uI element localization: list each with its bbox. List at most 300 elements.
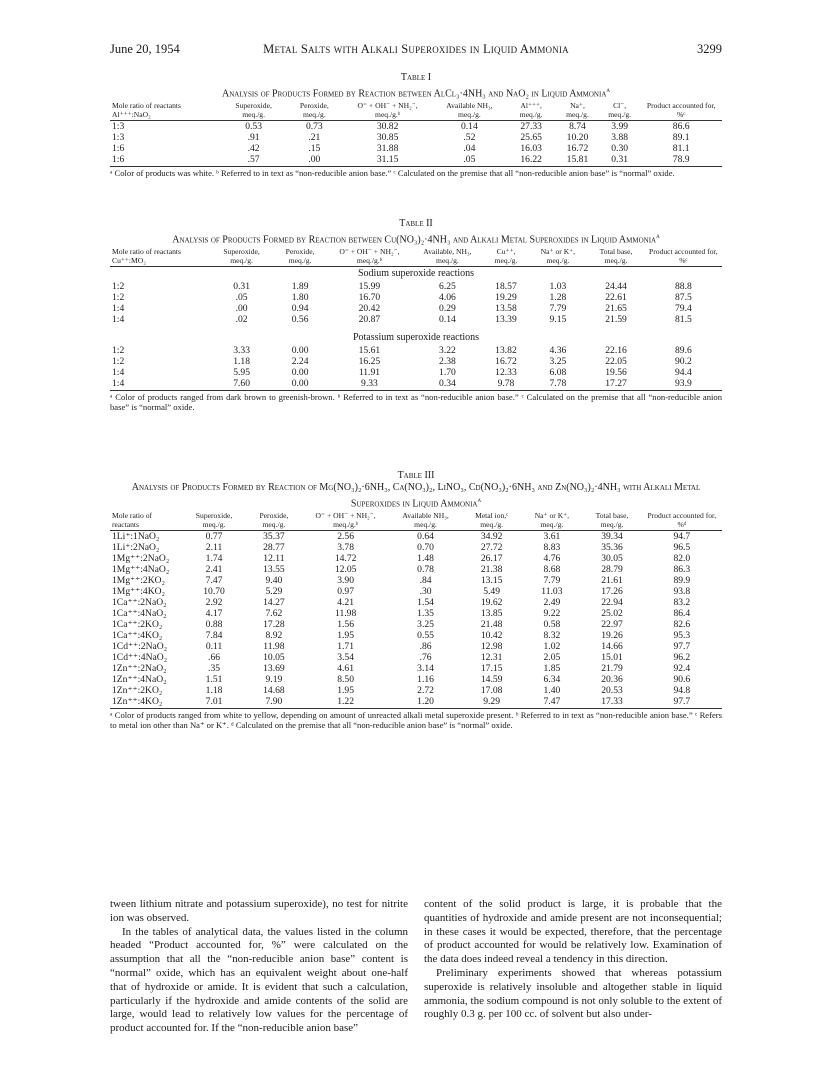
table-cell: 11.98: [335, 607, 357, 619]
table-cell: 95.3: [673, 629, 691, 641]
running-title: Metal Salts with Alkali Superoxides in Liquid Ammonia: [263, 42, 569, 56]
table-cell: .76: [419, 651, 432, 663]
table-cell: 1:2: [112, 355, 125, 367]
table-cell: 8.50: [337, 673, 355, 685]
table-cell: 6.25: [439, 280, 456, 292]
paragraph: tween lithium nitrate and potassium superoxide), no test for nitrite ion was observed.: [110, 898, 408, 924]
table-cell: 1.95: [337, 684, 355, 696]
table-cell: 5.95: [233, 366, 250, 378]
table-cell: 17.26: [601, 585, 623, 597]
table-cell: 4.61: [337, 662, 355, 674]
table-cell: 4.36: [549, 344, 567, 356]
table-cell: 9.15: [549, 313, 567, 325]
column-header: Available, NH₃, meq./g.: [411, 248, 483, 266]
table-cell: 0.56: [291, 313, 309, 325]
table-cell: 78.9: [640, 154, 722, 167]
column-header: Na⁺, meq./g.: [556, 102, 599, 120]
table-cell: 90.2: [674, 355, 692, 367]
table-cell: 86.4: [673, 607, 691, 619]
table-cell: 1.74: [205, 552, 223, 564]
table-cell: 1.18: [205, 684, 223, 696]
table-cell: 3.22: [439, 344, 456, 356]
table-2-footnote: ᵃ Color of products ranged from dark brown to greenish-brown. ᵇ Referred to in text as “non-reducible anion base.” ᶜ Calculated on the premise that all “non-reducible anion base” is “normal” oxide.: [110, 391, 722, 412]
table-cell: .57: [221, 154, 286, 167]
table-cell: 0.14: [439, 313, 456, 325]
table-cell: 19.56: [605, 366, 627, 378]
table-cell: .91: [247, 131, 260, 143]
issue-date: June 20, 1954: [110, 42, 180, 56]
table-cell: 35.36: [601, 541, 623, 553]
table-cell: 24.44: [605, 280, 627, 292]
table-3: [110, 470, 722, 730]
column-header: Cu⁺⁺, meq./g.: [483, 248, 528, 266]
table-row: [110, 575, 722, 586]
table-cell: 96.5: [673, 541, 691, 553]
table-cell: 10.70: [203, 585, 225, 597]
table-cell: 4.76: [543, 552, 561, 564]
table-cell: 7.79: [549, 302, 567, 314]
table-cell: 16.72: [495, 355, 517, 367]
table-cell: 26.17: [480, 552, 503, 564]
table-cell: 89.1: [672, 131, 690, 143]
table-cell: 14.68: [263, 684, 285, 696]
table-cell: 90.6: [673, 673, 691, 685]
table-cell: 81.5: [674, 313, 692, 325]
table-3-caption: Analysis of Products Formed by Reaction of Mg(NO₃)₂·6NH₃, Ca(NO₃)₂, LiNO₃, Cd(NO₃)₂·6NH₃ and Zn(NO₃)₂·4NH₃ with Alkali Metal Superoxides in Liquid Ammonia$^a$: [131, 482, 701, 510]
table-group-title: Sodium superoxide reactions: [357, 267, 475, 279]
table-cell: 1.02: [543, 640, 561, 652]
table-cell: .66: [208, 651, 221, 663]
table-cell: 20.87: [358, 313, 381, 325]
table-cell: 82.6: [673, 618, 691, 630]
table-cell: 11.03: [541, 585, 563, 597]
table-cell: .84: [419, 574, 432, 586]
table-cell: 1:4: [112, 302, 125, 314]
table-cell: 14.59: [480, 673, 503, 685]
table-cell: 13.15: [480, 574, 503, 586]
table-cell: 11.98: [263, 640, 285, 652]
table-cell: 1Mg⁺⁺:4KO₂: [112, 585, 165, 597]
table-1-caption: Analysis of Products Formed by Reaction between AlCl₃·4NH₃ and NaO₂ in Liquid Ammonia$^a$: [222, 86, 610, 100]
table-cell: .21: [308, 131, 321, 143]
table-cell: 2.49: [543, 596, 561, 608]
table-row: [110, 608, 722, 619]
table-row: [110, 652, 722, 663]
table-row: [110, 356, 722, 367]
table-cell: 34.92: [480, 530, 503, 542]
table-cell: 2.38: [439, 355, 456, 367]
table-cell: 22.94: [601, 596, 623, 608]
table-cell: 94.4: [674, 366, 692, 378]
table-cell: 86.3: [673, 563, 691, 575]
table-row: [110, 530, 722, 542]
table-cell: 3.99: [611, 120, 629, 132]
column-header: Product accounted for, %ᶜ: [645, 248, 722, 266]
table-cell: 1.51: [205, 673, 223, 685]
table-cell: 20.53: [601, 684, 623, 696]
running-head: [110, 42, 722, 58]
column-header: Superoxide, meq./g.: [210, 248, 272, 266]
table-cell: 7.01: [182, 696, 246, 709]
column-header: Al⁺⁺⁺, meq./g.: [506, 102, 556, 120]
table-cell: 1Ca⁺⁺:4NaO₂: [112, 607, 167, 619]
table-cell: 31.88: [376, 142, 399, 154]
table-cell: .02: [235, 313, 248, 325]
table-cell: 13.55: [263, 563, 285, 575]
table-cell: 21.38: [480, 563, 503, 575]
table-cell: 94.8: [673, 684, 691, 696]
table-cell: 3.54: [337, 651, 355, 663]
table-cell: 7.62: [265, 607, 283, 619]
table-cell: 87.5: [674, 291, 692, 303]
table-cell: 93.8: [673, 585, 691, 597]
table-cell: 1.03: [549, 280, 567, 292]
column-header: Superoxide, meq./g.: [182, 512, 246, 530]
table-cell: 1Zn⁺⁺:2NaO₂: [112, 662, 167, 674]
table-1-grid: [110, 102, 722, 166]
table-cell: 1Ca⁺⁺:2KO₂: [112, 618, 163, 630]
table-cell: 21.79: [601, 662, 623, 674]
table-cell: 3.25: [549, 355, 567, 367]
table-cell: 3.88: [611, 131, 629, 143]
table-cell: 15.01: [601, 651, 623, 663]
paragraph: Preliminary experiments showed that whereas potassium superoxide is relatively insoluble and altogether stable in liquid ammonia, the sodium compound is not only soluble to the extent of roughly 0.3 g. per 100 cc. of solvent but also under-: [424, 966, 722, 1021]
table-cell: 1:4: [112, 313, 125, 325]
table-cell: 86.6: [672, 120, 690, 132]
table-cell: 1.95: [337, 629, 355, 641]
table-cell: 13.85: [480, 607, 503, 619]
column-header: O⁼ + OH⁻ + NH₂⁻, meq./g.ᵇ: [302, 512, 389, 530]
table-cell: 19.26: [601, 629, 623, 641]
table-row: [110, 120, 722, 132]
table-row: [110, 154, 722, 167]
table-cell: 13.39: [495, 313, 517, 325]
table-row: [110, 132, 722, 143]
table-cell: 15.81: [556, 154, 599, 167]
table-cell: 1Ca⁺⁺:2NaO₂: [112, 596, 167, 608]
table-cell: 89.9: [673, 574, 691, 586]
table-row: [110, 674, 722, 685]
table-2-caption: Analysis of Products Formed by Reaction between Cu(NO₃)₂·4NH₃ and Alkali Metal Superoxides in Liquid Ammonia$^a$: [172, 232, 660, 246]
table-row: [110, 630, 722, 641]
table-cell: .86: [419, 640, 432, 652]
table-cell: 0.78: [417, 563, 434, 575]
table-cell: 31.15: [343, 154, 433, 167]
column-header: Cl⁻, meq./g.: [599, 102, 640, 120]
body-column-left: [110, 898, 408, 1036]
table-cell: 2.11: [205, 541, 223, 553]
table-row: [110, 553, 722, 564]
table-row: [110, 597, 722, 608]
table-cell: 17.28: [263, 618, 285, 630]
table-cell: 25.02: [601, 607, 623, 619]
table-cell: 97.7: [673, 640, 691, 652]
table-cell: 8.68: [543, 563, 561, 575]
table-cell: 8.74: [569, 120, 586, 132]
table-cell: 3.90: [337, 574, 355, 586]
table-3-grid: [110, 512, 722, 708]
table-cell: 1Ca⁺⁺:4KO₂: [112, 629, 163, 641]
table-cell: 1Zn⁺⁺:4KO₂: [110, 696, 182, 709]
table-cell: 0.29: [439, 302, 456, 314]
table-cell: 21.61: [601, 574, 623, 586]
table-row: [110, 303, 722, 314]
table-cell: 81.1: [672, 142, 690, 154]
table-cell: 0.11: [205, 640, 223, 652]
table-cell: 1Mg⁺⁺:4NaO₂: [112, 563, 170, 575]
table-cell: 14.72: [334, 552, 357, 564]
table-cell: 1Cd⁺⁺:4NaO₂: [112, 651, 168, 663]
table-cell: .04: [463, 142, 476, 154]
table-cell: 4.17: [205, 607, 223, 619]
table-row: [110, 663, 722, 674]
body-column-right: [424, 898, 722, 1022]
table-cell: 4.06: [439, 291, 456, 303]
table-cell: 0.31: [599, 154, 640, 167]
table-cell: 1Zn⁺⁺:4NaO₂: [112, 673, 167, 685]
column-header: Mole ratio of reactants Cu⁺⁺:MO₂: [110, 248, 210, 266]
table-2: [110, 218, 722, 412]
table-cell: 28.79: [601, 563, 623, 575]
table-cell: 11.91: [358, 366, 381, 378]
table-cell: 1.71: [337, 640, 355, 652]
column-header: Na⁺ or K⁺, meq./g.: [528, 248, 587, 266]
table-cell: 1.48: [417, 552, 434, 564]
table-cell: 13.69: [263, 662, 285, 674]
table-cell: 1.35: [417, 607, 434, 619]
table-row: [110, 685, 722, 696]
table-cell: 7.47: [205, 574, 223, 586]
table-cell: 1:6: [112, 142, 125, 154]
table-cell: 1Mg⁺⁺:2KO₂: [112, 574, 165, 586]
table-cell: 1Zn⁺⁺:2KO₂: [112, 684, 163, 696]
table-cell: 0.94: [291, 302, 309, 314]
table-cell: 30.85: [376, 131, 399, 143]
table-cell: 22.61: [605, 291, 627, 303]
table-row: [110, 542, 722, 553]
table-cell: 1.85: [543, 662, 561, 674]
table-cell: 1.56: [337, 618, 355, 630]
column-header: Mole ratio of reactants: [110, 512, 182, 530]
table-row: [110, 586, 722, 597]
table-cell: 1.70: [439, 366, 456, 378]
table-cell: 1Li⁺:2NaO₂: [112, 541, 160, 553]
table-cell: 9.22: [543, 607, 561, 619]
table-cell: .05: [235, 291, 248, 303]
column-header: Peroxide, meq./g.: [246, 512, 302, 530]
table-cell: 1:6: [110, 154, 221, 167]
table-cell: 9.40: [265, 574, 283, 586]
table-cell: 1:4: [112, 366, 125, 378]
table-cell: 15.99: [358, 280, 381, 292]
table-cell: 92.4: [673, 662, 691, 674]
table-cell: 2.56: [337, 530, 355, 542]
table-cell: 2.41: [205, 563, 223, 575]
table-cell: .30: [419, 585, 432, 597]
column-header: O⁼ + OH⁻ + NH₂⁻, meq./g.ᵇ: [327, 248, 411, 266]
table-cell: .00: [286, 154, 343, 167]
table-cell: 1.40: [543, 684, 561, 696]
table-cell: 79.4: [674, 302, 692, 314]
table-cell: 0.64: [417, 530, 434, 542]
table-cell: 2.05: [543, 651, 561, 663]
table-cell: 0.31: [233, 280, 250, 292]
body-text: [110, 898, 722, 1058]
table-row: [110, 564, 722, 575]
table-group-row: [110, 266, 722, 281]
table-cell: 3.33: [233, 344, 250, 356]
table-cell: 9.78: [483, 378, 528, 391]
table-cell: 2.72: [417, 684, 434, 696]
table-cell: 1.89: [291, 280, 309, 292]
table-cell: 30.05: [601, 552, 623, 564]
table-cell: 0.53: [245, 120, 262, 132]
table-cell: 6.08: [549, 366, 567, 378]
table-cell: 7.90: [246, 696, 302, 709]
table-cell: 1Mg⁺⁺:2NaO₂: [112, 552, 170, 564]
table-cell: .00: [235, 302, 248, 314]
table-cell: 7.79: [543, 574, 561, 586]
table-cell: 1:3: [112, 131, 125, 143]
table-cell: 1.20: [389, 696, 461, 709]
table-cell: 1:2: [112, 344, 125, 356]
table-cell: 22.97: [601, 618, 623, 630]
table-cell: 1.22: [302, 696, 389, 709]
table-cell: 1:2: [112, 291, 125, 303]
table-cell: 16.70: [358, 291, 381, 303]
table-cell: 18.57: [495, 280, 517, 292]
table-cell: 10.20: [566, 131, 589, 143]
table-cell: 20.42: [358, 302, 381, 314]
table-cell: 7.84: [205, 629, 223, 641]
table-cell: 12.11: [263, 552, 285, 564]
table-row: [110, 641, 722, 652]
table-cell: 0.00: [273, 378, 328, 391]
table-cell: 14.27: [263, 596, 285, 608]
table-cell: 0.88: [205, 618, 223, 630]
column-header: Total base, meq./g.: [582, 512, 641, 530]
table-cell: 14.66: [601, 640, 623, 652]
table-cell: 7.60: [210, 378, 272, 391]
table-cell: 12.98: [480, 640, 503, 652]
table-cell: 10.42: [480, 629, 503, 641]
column-header: Available NH₃, meq./g.: [389, 512, 461, 530]
table-cell: 21.65: [605, 302, 627, 314]
table-cell: 82.0: [673, 552, 691, 564]
column-header: Available NH₃, meq./g.: [432, 102, 506, 120]
table-row: [110, 292, 722, 303]
table-cell: 0.97: [337, 585, 355, 597]
table-cell: 1:4: [110, 378, 210, 391]
table-cell: 27.72: [480, 541, 503, 553]
column-header: Superoxide, meq./g.: [221, 102, 286, 120]
table-cell: 25.65: [520, 131, 542, 143]
table-row: [110, 345, 722, 356]
table-cell: .42: [247, 142, 260, 154]
paragraph: In the tables of analytical data, the values listed in the column headed “Product accounted for, %” were calculated on the assumption that all the “non-reducible anion base” content is “normal” oxide, which has an equivalent weight about one-half that of hydroxide or amide. It is evident that such a calculation, particularly if the hydroxide and amide contents of the solid are large, would lead to relatively low values for the percentage of product accounted for. If the “non-reducible anion base”: [110, 925, 408, 1035]
table-cell: 8.32: [543, 629, 561, 641]
table-cell: 35.37: [263, 530, 285, 542]
table-cell: 96.2: [673, 651, 691, 663]
table-cell: 13.58: [495, 302, 517, 314]
column-header: Product accounted for, %ᶜ: [640, 102, 722, 120]
table-cell: 22.16: [605, 344, 627, 356]
table-row: [110, 619, 722, 630]
table-cell: 19.29: [495, 291, 517, 303]
table-row: [110, 367, 722, 378]
table-cell: 12.31: [480, 651, 503, 663]
table-cell: 1.54: [417, 596, 434, 608]
table-cell: 20.36: [601, 673, 623, 685]
table-cell: .52: [463, 131, 476, 143]
table-cell: 19.62: [480, 596, 503, 608]
table-cell: 39.34: [601, 530, 623, 542]
table-cell: 1:2: [112, 280, 125, 292]
table-cell: 0.58: [543, 618, 561, 630]
table-cell: 12.05: [334, 563, 357, 575]
table-group-title: Potassium superoxide reactions: [352, 331, 480, 343]
table-cell: 83.2: [673, 596, 691, 608]
table-cell: 9.29: [462, 696, 522, 709]
table-cell: 21.48: [480, 618, 503, 630]
table-cell: 16.72: [566, 142, 589, 154]
table-row: [110, 378, 722, 391]
table-cell: 5.49: [483, 585, 501, 597]
table-3-footnote: ᵃ Color of products ranged from white to yellow, depending on amount of unreacted alkali metal superoxide present. ᵇ Referred to in text as “non-reducible anion base.” ᶜ Refers to metal ion other than Na⁺ or K⁺. ᵈ Calculated on the premise that all “non-reducible anion base” is “normal” oxide.: [110, 709, 722, 730]
table-cell: 3.14: [417, 662, 434, 674]
table-2-label: Table II: [399, 218, 433, 229]
table-row: [110, 696, 722, 709]
table-cell: 0.14: [460, 120, 478, 132]
table-cell: 9.33: [327, 378, 411, 391]
table-cell: 2.24: [291, 355, 309, 367]
paragraph: content of the solid product is large, it is probable that the quantities of hydroxide and amide present are not inconsequential; in these cases it would be expected, therefore, that the percentage of product accounted for would be relatively low. Examination of the data does indeed reveal a tendency in this direction.: [424, 898, 722, 966]
table-cell: 16.22: [506, 154, 556, 167]
table-cell: 13.82: [495, 344, 517, 356]
table-cell: .35: [208, 662, 221, 674]
column-header: O⁼ + OH⁻ + NH₂⁻, meq./g.ᵇ: [343, 102, 433, 120]
table-cell: 3.78: [337, 541, 355, 553]
table-cell: 16.25: [358, 355, 381, 367]
table-cell: 15.61: [358, 344, 381, 356]
table-cell: 17.27: [587, 378, 644, 391]
table-cell: 22.05: [605, 355, 627, 367]
table-cell: 3.61: [543, 530, 561, 542]
table-cell: 7.47: [521, 696, 582, 709]
column-header: Peroxide, meq./g.: [273, 248, 328, 266]
table-cell: 5.29: [265, 585, 283, 597]
table-2-grid: [110, 248, 722, 390]
column-header: Total base, meq./g.: [587, 248, 644, 266]
table-1-label: Table I: [400, 72, 432, 83]
table-cell: 10.05: [263, 651, 285, 663]
table-cell: 0.30: [611, 142, 629, 154]
table-cell: 9.19: [265, 673, 283, 685]
table-cell: 1.28: [549, 291, 567, 303]
table-cell: 17.33: [582, 696, 641, 709]
table-cell: .15: [308, 142, 321, 154]
table-1: [110, 72, 722, 178]
table-cell: 3.25: [417, 618, 434, 630]
table-cell: .05: [432, 154, 506, 167]
table-cell: 1.80: [291, 291, 309, 303]
table-cell: 0.00: [291, 366, 309, 378]
table-cell: 27.33: [520, 120, 542, 132]
table-cell: 0.73: [305, 120, 323, 132]
table-cell: 1Cd⁺⁺:2NaO₂: [112, 640, 168, 652]
table-cell: 0.70: [417, 541, 434, 553]
table-group-row: [110, 331, 722, 345]
